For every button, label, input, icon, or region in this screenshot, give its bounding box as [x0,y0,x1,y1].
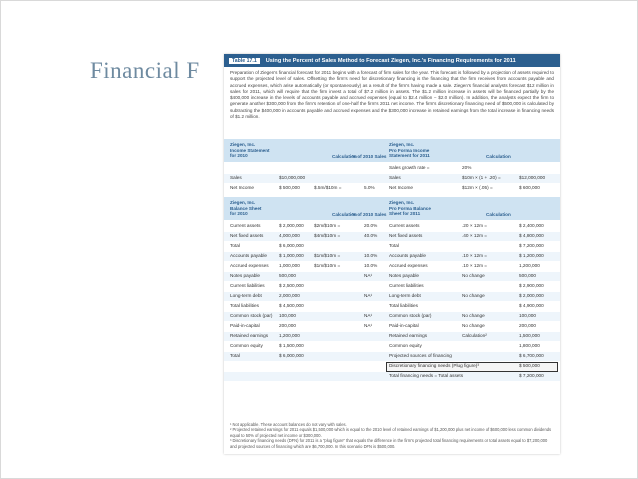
balance-row-cell-rv: $ 7,200,000 [519,373,544,378]
balance-row [224,342,560,351]
balance-row-cell-r: Retained earnings [389,333,428,338]
balance-row-cell-rv: $ 7,200,000 [519,243,544,248]
balance-row-cell-r: Current assets [389,223,420,228]
footnote: ² Projected retained earnings for 2011 equals $1,500,000 which is equal to the 2010 level of retained earnings of $1,200,000 plus net income of $600,000 less common dividends equal to 50% of projected net income or $300,000. [230,427,552,438]
income-row [224,174,560,183]
balance-row-cell-r: Current liabilities [389,283,424,288]
balance-row [224,272,560,281]
income-row [224,164,560,173]
balance-row-cell-l: Current liabilities [230,283,265,288]
balance-row-cell-rv: $ 4,800,000 [519,233,544,238]
balance-row [224,292,560,301]
balance-sheet-head-calc: Calculation [332,212,357,217]
balance-row-cell-rc: No change [462,313,485,318]
table-footnotes [230,422,554,449]
balance-sheet-head-calc2: Calculation [486,212,511,217]
balance-row-cell-r: Total liabilities [389,303,418,308]
balance-row-cell-v: $ 2,000,000 [279,223,304,228]
balance-row-cell-rv: $ 6,700,000 [519,353,544,358]
balance-row-cell-rv: 200,000 [519,323,536,328]
income-row-cell-v: $ 500,000 [279,185,300,190]
balance-row-cell-r: Paid-in-capital [389,323,419,328]
balance-row-cell-r: Total financing needs = Total assets [389,373,464,378]
income-row-cell-rv: $ 600,000 [519,185,540,190]
income-row-cell-v: $10,000,000 [279,175,306,180]
balance-sheet-head-left: Ziegen, Inc. Balance Sheet for 2010 [230,200,262,216]
balance-row-cell-r: Net fixed assets [389,233,423,238]
income-row-cell-p: 5.0% [364,185,375,190]
balance-row [224,362,560,371]
balance-sheet-head [224,197,560,220]
balance-sheet-head-right: Ziegen, Inc. Pro Forma Balance Sheet for 2011 [389,200,431,216]
balance-row-cell-p: NA¹ [364,313,373,318]
balance-row-cell-r: Common equity [389,343,422,348]
balance-row-cell-r: Notes payable [389,273,419,278]
balance-row-cell-rv: 1,500,000 [519,333,540,338]
balance-row [224,242,560,251]
balance-row-cell-v: $ 4,500,000 [279,303,304,308]
balance-row-cell-l: Current assets [230,223,261,228]
balance-row [224,332,560,341]
balance-row-cell-rv: 1,200,000 [519,263,540,268]
balance-row-cell-r: Projected sources of financing [389,353,452,358]
balance-row-cell-p: 10.0% [364,263,378,268]
balance-row-cell-l: Total [230,243,240,248]
balance-row-cell-rc: No change [462,273,485,278]
income-statement-head [224,139,560,162]
balance-row-cell-v: $ 1,000,000 [279,253,304,258]
balance-row-cell-rc: No change [462,293,485,298]
balance-row-cell-l: Total [230,353,240,358]
balance-row-cell-v: 2,000,000 [279,293,300,298]
balance-row-cell-v: 100,000 [279,313,296,318]
balance-row-cell-p: NA¹ [364,323,373,328]
footnote: ¹ Not applicable. These account balances do not vary with sales. [230,422,347,427]
income-statement-head-calc: Calculation [332,154,357,159]
balance-row-cell-r: Accounts payable [389,253,427,258]
income-statement-head-right: Ziegen, Inc. Pro Forma Income Statement for 2011 [389,142,430,158]
balance-row [224,262,560,271]
balance-row-cell-r: Long-term debt [389,293,421,298]
balance-row [224,232,560,241]
balance-row-cell-rv: $ 2,900,000 [519,283,544,288]
balance-row-cell-l: Net fixed assets [230,233,264,238]
balance-row [224,312,560,321]
balance-row-cell-p: 40.0% [364,233,378,238]
balance-row [224,252,560,261]
balance-row-cell-c: $4m/$10m = [314,233,341,238]
balance-row-cell-c: $1m/$10m = [314,263,341,268]
income-row-cell-rc: $12m × (.05) = [462,185,493,190]
table-intro: Preparation of Ziegen's financial forecast for 2011 begins with a forecast of firm sales for the year. This forecast is followed by a projection of assets required to support the projected level of sales. Offsetting the firm's need for discretionary financing is the financing that the firm receives from accounts payable and accrued expenses, which arise automatically (or spontaneously) as a result of the firm's having made a sale. Ziegen's financial analysts forecast $12 million in sales for 2011, which will require that the firm invest a total of $7.2 million in assets. The $1.2 million increase in assets will be financed partially by the $400,000 increase in the levels of accounts payable and accrued expenses (equal to $2.4 million − $2.0 million). In addition, the analysts expect the firm to generate another $300,000 from the firm's retention of one-half the firm's 2011 net income. The firm's discretionary financing need of $500,000 is calculated by subtracting the $400,000 in accounts payable and accrued expenses and the $300,000 increase in retained earnings from the total increase in financing needs of $1.2 million. [230,70,554,120]
balance-row-cell-rv: $ 2,400,000 [519,223,544,228]
balance-row-cell-rv: $ 2,000,000 [519,293,544,298]
income-row-cell-r: Net Income [389,185,413,190]
balance-row-cell-l: Common stock (par) [230,313,273,318]
balance-row-cell-v: 1,200,000 [279,333,300,338]
table-number: Table 17.1 [229,58,260,64]
income-row-cell-rc: 20% [462,165,472,170]
balance-row-cell-c: $2m/$10m = [314,223,341,228]
income-statement-head-left: Ziegen, Inc. Income Statement for 2010 [230,142,270,158]
income-row-cell-rc: $10m × (1 + .20) = [462,175,501,180]
balance-row-cell-l: Common equity [230,343,263,348]
table-image [224,54,560,454]
balance-row-cell-c: $1m/$10m = [314,253,341,258]
balance-row-cell-v: 1,000,000 [279,263,300,268]
balance-row [224,282,560,291]
balance-sheet-head-pct: % of 2010 Sales [352,212,387,217]
balance-row [224,222,560,231]
balance-row-cell-r: Discretionary financing needs (Plug figure)³ [389,363,479,368]
balance-row-cell-p: 10.0% [364,253,378,258]
balance-row-cell-rv: 100,000 [519,313,536,318]
income-row-cell-l: Sales [230,175,242,180]
balance-row-cell-l: Accounts payable [230,253,268,258]
balance-row-cell-l: Long-term debt [230,293,262,298]
balance-row-cell-p: NA¹ [364,293,373,298]
balance-row-cell-v: $ 6,000,000 [279,243,304,248]
income-row-cell-l: Net Income [230,185,254,190]
income-row-cell-r: Sales [389,175,401,180]
balance-row-cell-l: Accrued expenses [230,263,269,268]
income-row-cell-r: Sales growth rate = [389,165,430,170]
balance-row [224,302,560,311]
balance-row-cell-l: Total liabilities [230,303,259,308]
income-row [224,184,560,193]
balance-row-cell-v: $ 2,500,000 [279,283,304,288]
balance-row-cell-rv: $ 1,200,000 [519,253,544,258]
footnote: ³ Discretionary financing needs (DFN) for 2011 is a "plug figure" that equals the difference in the firm's projected total financing requirements or total assets equal to $7,200,000 and projected sources of financing which are $6,700,000. In this scenario DFN is $500,000. [230,438,548,449]
balance-row-cell-rv: $ 4,900,000 [519,303,544,308]
balance-row-cell-r: Common stock (par) [389,313,432,318]
table-banner [224,54,560,67]
balance-row-cell-rc: .40 × 12m = [462,233,488,238]
balance-row-cell-rv: $ 500,000 [519,363,540,368]
balance-row-cell-l: Notes payable [230,273,260,278]
balance-row-cell-r: Accrued expenses [389,263,428,268]
balance-row-cell-v: $ 6,000,000 [279,353,304,358]
balance-row-cell-rv: 500,000 [519,273,536,278]
income-statement-head-calc2: Calculation [486,154,511,159]
balance-row-cell-r: Total [389,243,399,248]
balance-row-cell-l: Paid-in-capital [230,323,260,328]
balance-row-cell-l: Retained earnings [230,333,269,338]
balance-row-cell-rc: .20 × 12m = [462,223,488,228]
balance-row-cell-v: 500,000 [279,273,296,278]
balance-row-cell-rc: .10 × 12m = [462,253,488,258]
balance-row-cell-rc: .10 × 12m = [462,263,488,268]
income-row-cell-rv: $12,000,000 [519,175,546,180]
slide-title: Financial F [90,58,200,83]
table-title: Using the Percent of Sales Method to Forecast Ziegen, Inc.'s Financing Requirements for 2011 [265,57,516,64]
balance-row-cell-rv: 1,800,000 [519,343,540,348]
balance-row-cell-rc: Calculation² [462,333,487,338]
balance-row [224,322,560,331]
balance-row-cell-p: 20.0% [364,223,378,228]
balance-row-cell-rc: No change [462,323,485,328]
balance-row [224,352,560,361]
balance-row [224,372,560,381]
balance-row-cell-v: 4,000,000 [279,233,300,238]
income-statement-head-pct: % of 2010 Sales [352,154,387,159]
income-row-cell-c: $.5m/$10m = [314,185,342,190]
balance-row-cell-v: $ 1,500,000 [279,343,304,348]
balance-row-cell-p: NA¹ [364,273,373,278]
balance-row-cell-v: 200,000 [279,323,296,328]
